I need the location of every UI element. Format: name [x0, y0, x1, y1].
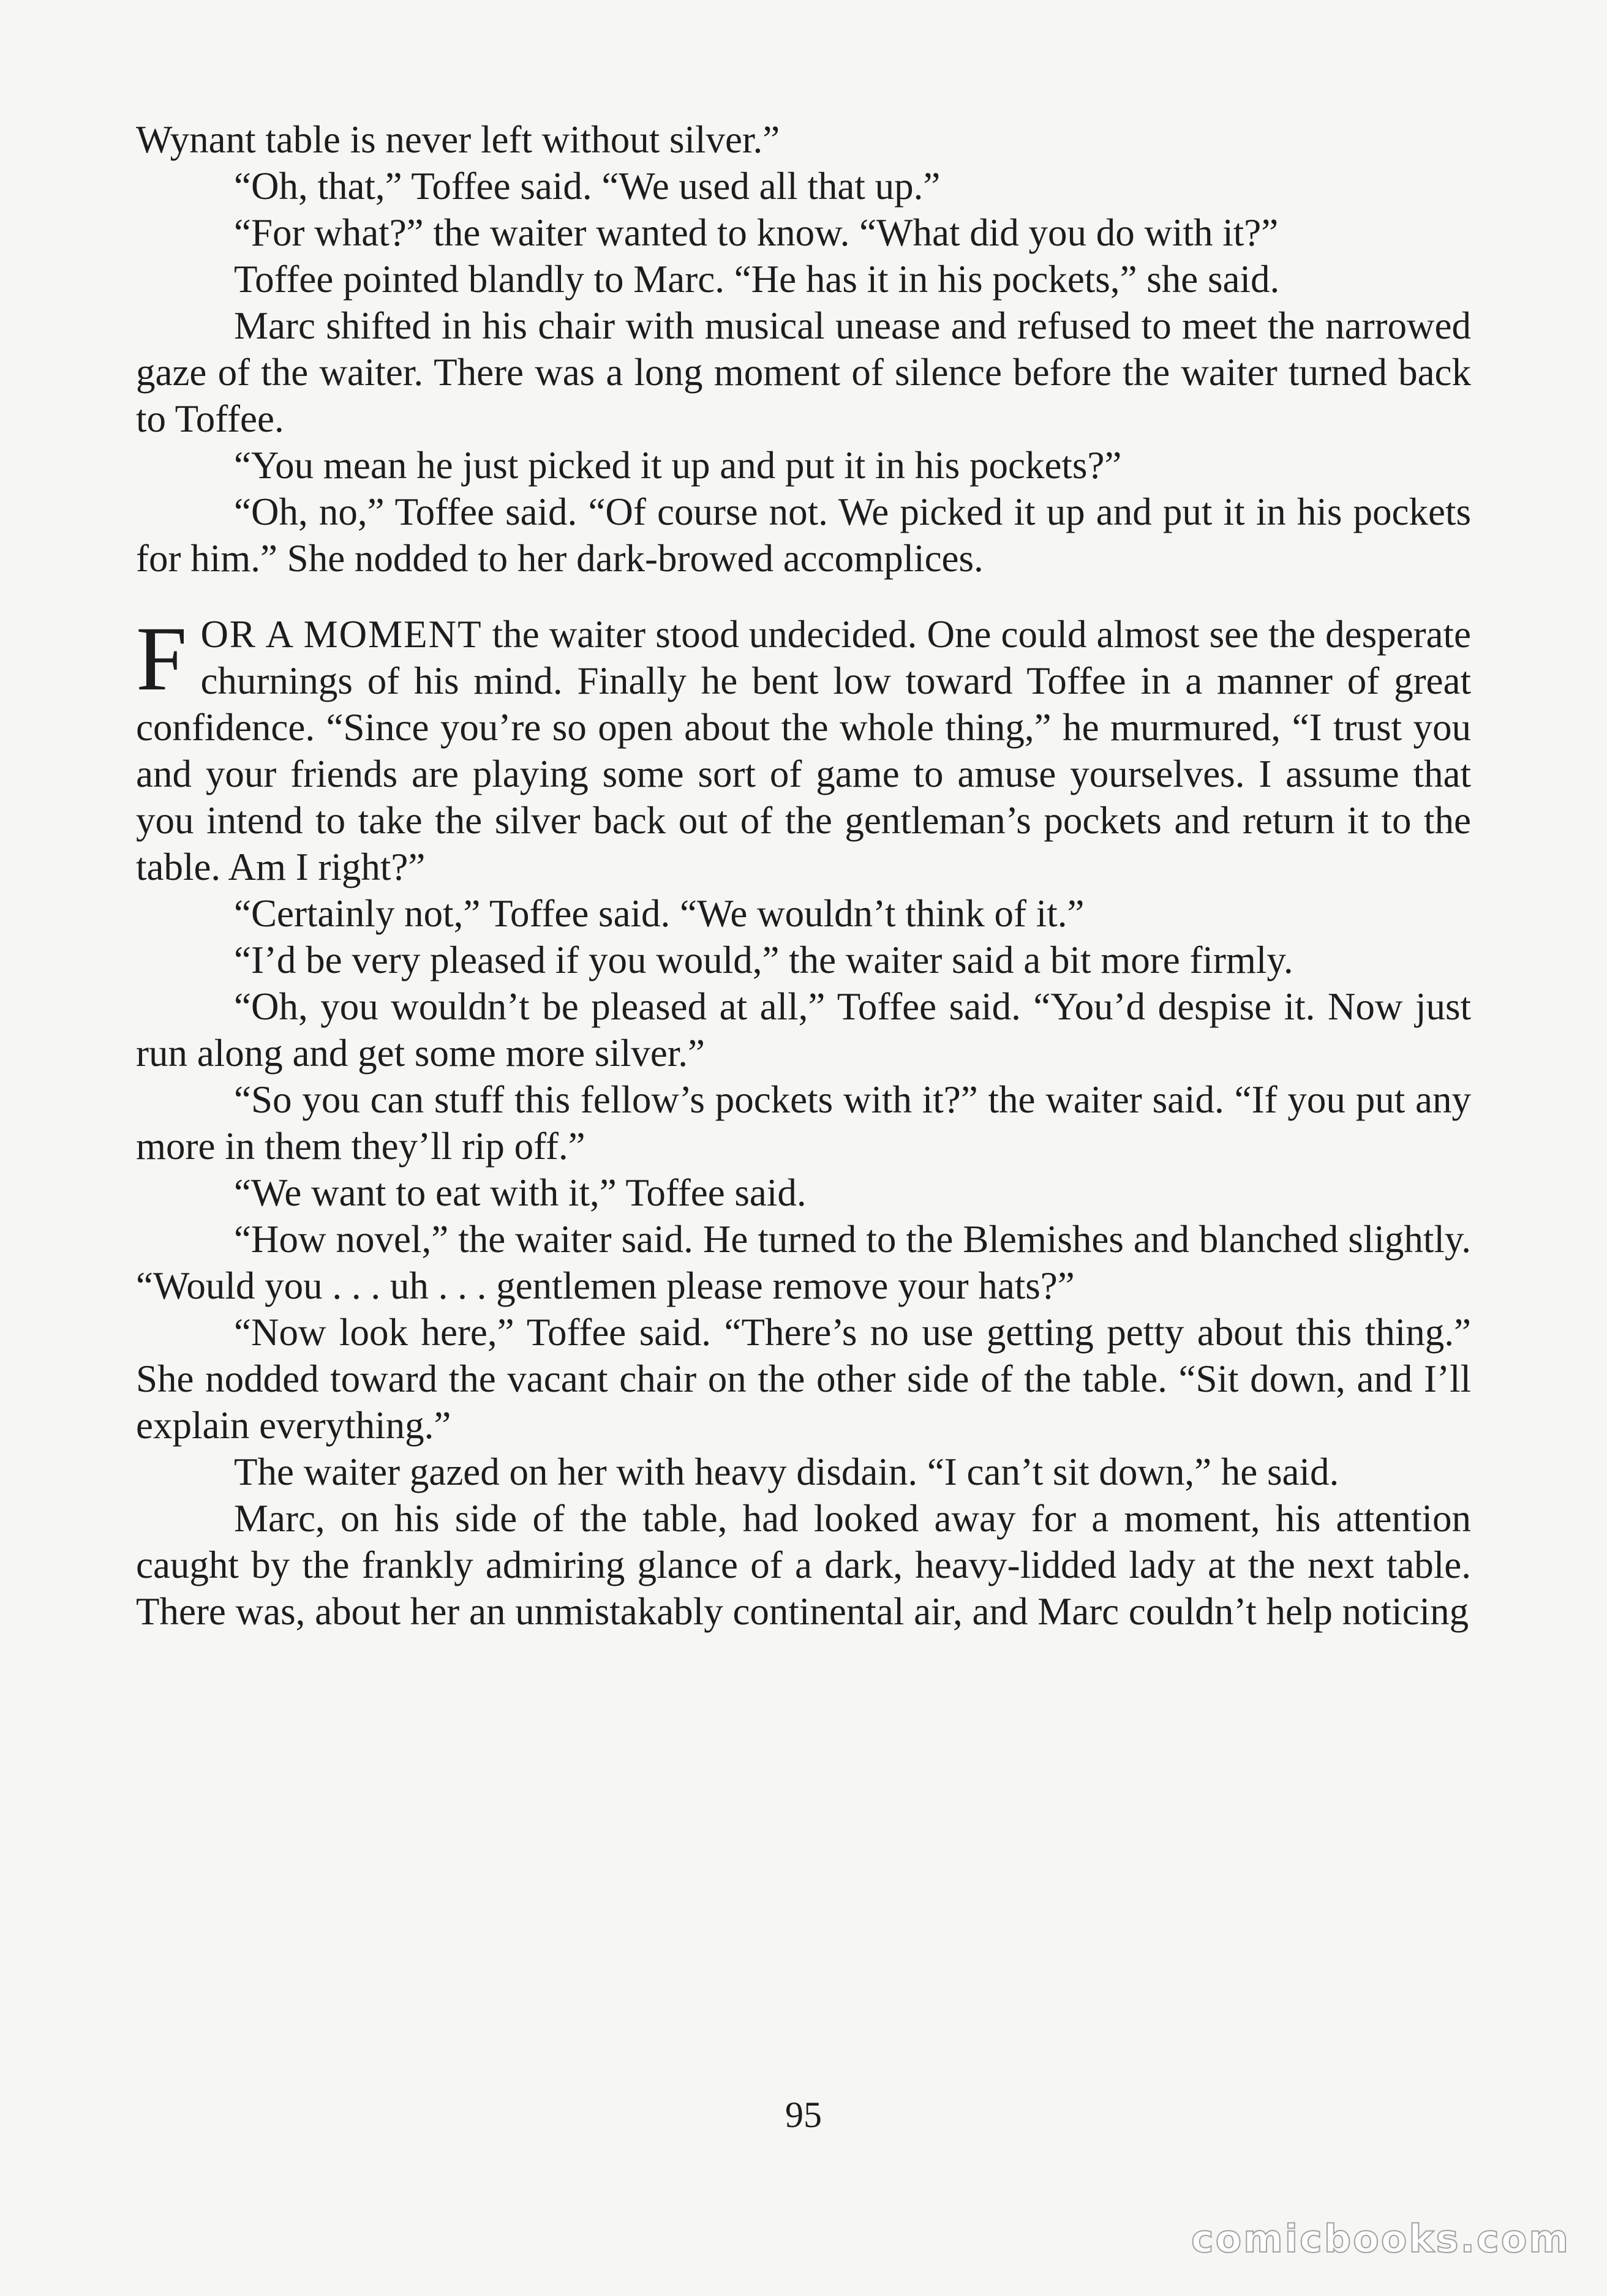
paragraph: “Oh, you wouldn’t be pleased at all,” Toffee said. “You’d despise it. Now just run along and get some more silver.” [136, 985, 1471, 1075]
section-paragraph-text: the waiter stood undecided. One could almost see the desperate churnings of his mind. Finally he bent low toward Toffee in a manner of great confidence. “Since you’re so open about the whole thing,” he murmured, “I trust you and your friends are playing some sort of game to amuse yourselves. I assume that you intend to take the silver back out of the gentleman’s pockets and return it to the table. Am I right?” [136, 613, 1471, 888]
paragraph: Toffee pointed blandly to Marc. “He has it in his pockets,” she said. [234, 258, 1280, 301]
paragraph: Wynant table is never left without silver.” [136, 118, 780, 161]
paragraph: “We want to eat with it,” Toffee said. [234, 1171, 807, 1214]
paragraph: “I’d be very pleased if you would,” the waiter said a bit more firmly. [234, 939, 1293, 981]
paragraph: “Oh, no,” Toffee said. “Of course not. We picked it up and put it in his pockets for him.” She nodded to her dark-browed accomplices. [136, 490, 1471, 580]
paragraph: “Now look here,” Toffee said. “There’s no use getting petty about this thing.” She nodded toward the vacant chair on the other side of the table. “Sit down, and I’ll explain everything.” [136, 1311, 1471, 1447]
section-opening-paragraph [136, 608, 1471, 890]
paragraph: The waiter gazed on her with heavy disdain. “I can’t sit down,” he said. [234, 1450, 1339, 1493]
paragraph: “Oh, that,” Toffee said. “We used all that up.” [234, 165, 941, 208]
paragraph: “So you can stuff this fellow’s pockets with it?” the waiter said. “If you put any more in them they’ll rip off.” [136, 1078, 1471, 1168]
watermark-logo: comicbooks.com [1191, 2216, 1570, 2261]
body-text [136, 116, 1471, 1635]
paragraph: “For what?” the waiter wanted to know. “What did you do with it?” [234, 211, 1279, 254]
paragraph: “Certainly not,” Toffee said. “We wouldn’t think of it.” [234, 892, 1085, 935]
paragraph: “You mean he just picked it up and put it in his pockets?” [234, 444, 1122, 487]
page-number: 95 [785, 2095, 822, 2135]
section-lead-caps: OR A MOMENT [200, 613, 483, 656]
paragraph: Marc shifted in his chair with musical unease and refused to meet the narrowed gaze of the waiter. There was a long moment of silence before the waiter turned back to Toffee. [136, 304, 1471, 440]
paragraph: “How novel,” the waiter said. He turned to the Blemishes and blanched slightly. “Would you . . . uh . . . gentlemen please remove your hats?” [136, 1218, 1471, 1307]
paragraph: Marc, on his side of the table, had looked away for a moment, his attention caught by the frankly admiring glance of a dark, heavy-lidded lady at the next table. There was, about her an unmistakably continental air, and Marc couldn’t help noticing [136, 1497, 1471, 1633]
drop-cap: F [136, 608, 187, 710]
